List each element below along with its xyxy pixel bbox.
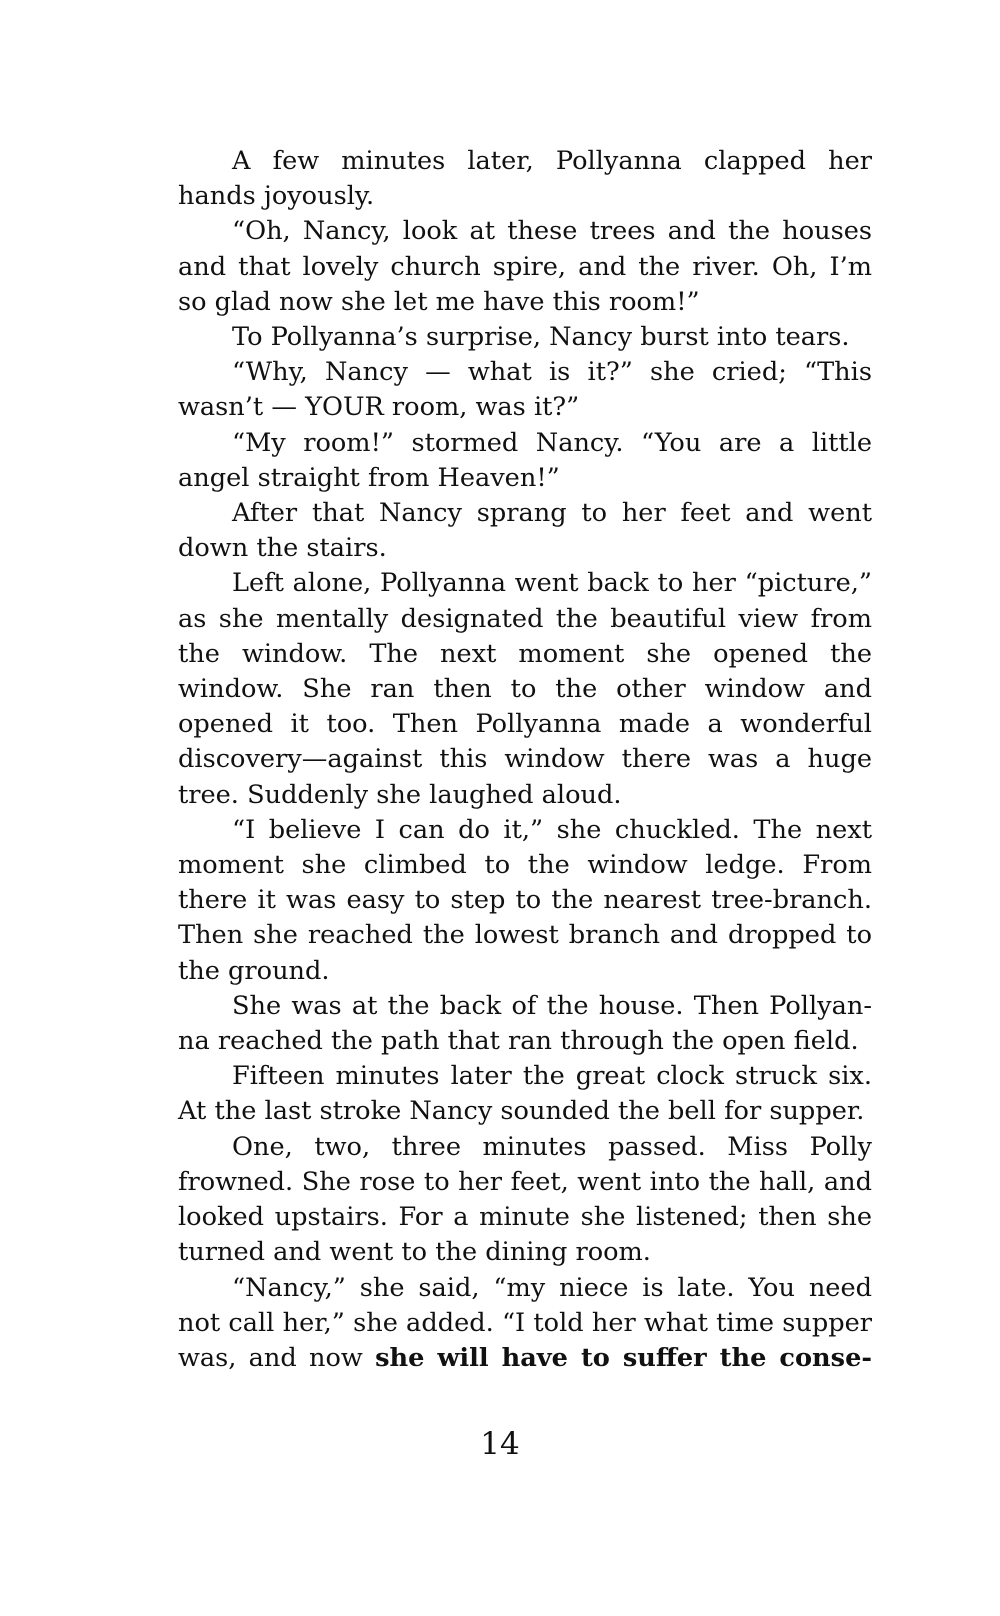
paragraph-12 <box>178 1271 872 1377</box>
paragraph-9: She was at the back of the house. Then Pollyanna reached the path that ran through the open field. <box>178 990 872 1057</box>
paragraph-4: “Why, Nancy — what is it?” she cried; “This wasn’t — YOUR room, was it?” <box>178 357 872 423</box>
paragraph-10: Fifteen minutes later the great clock struck six. At the last stroke Nancy sounded the bell for supper. <box>178 1061 872 1127</box>
paragraph-8: “I believe I can do it,” she chuckled. The next moment she climbed to the window ledge. From there it was easy to step to the nearest tree-branch. Then she reached the lowest branch and dropped to the ground. <box>178 814 872 986</box>
paragraph-1: A few minutes later, Pollyanna clapped her hands joyously. <box>178 146 872 212</box>
paragraph-6: After that Nancy sprang to her feet and went down the stairs. <box>178 498 872 564</box>
paragraph-7: Left alone, Pollyanna went back to her “picture,” as she mentally designated the beautiful view from the window. The next moment she opened the window. She ran then to the other window and opened it too. Then Pollyanna made a wonderful discovery—against this window there was a huge tree. Suddenly she laughed aloud. <box>178 568 872 810</box>
page-number: 14 <box>480 1426 520 1462</box>
paragraph-11: One, two, three minutes passed. Miss Polly frowned. She rose to her feet, went into the hall, and looked upstairs. For a minute she listened; then she turned and went to the dining room. <box>178 1131 872 1268</box>
paragraph-3: To Pollyanna’s surprise, Nancy burst into tears. <box>232 322 850 353</box>
paragraph-2: “Oh, Nancy, look at these trees and the houses and that lovely church spire, and the river. Oh, I’m so glad now she let me have this room!” <box>178 216 872 317</box>
paragraph-12-bold-text: she will have to suffer the conse- <box>375 1342 872 1373</box>
paragraph-5: “My room!” stormed Nancy. “You are a little angel straight from Heaven!” <box>178 427 872 493</box>
paragraph-12-text: “Nancy,” she said, “my niece is late. You need not call her,” she added. “I told her what time supper was, and now <box>178 1272 872 1373</box>
body-text <box>178 144 872 1376</box>
